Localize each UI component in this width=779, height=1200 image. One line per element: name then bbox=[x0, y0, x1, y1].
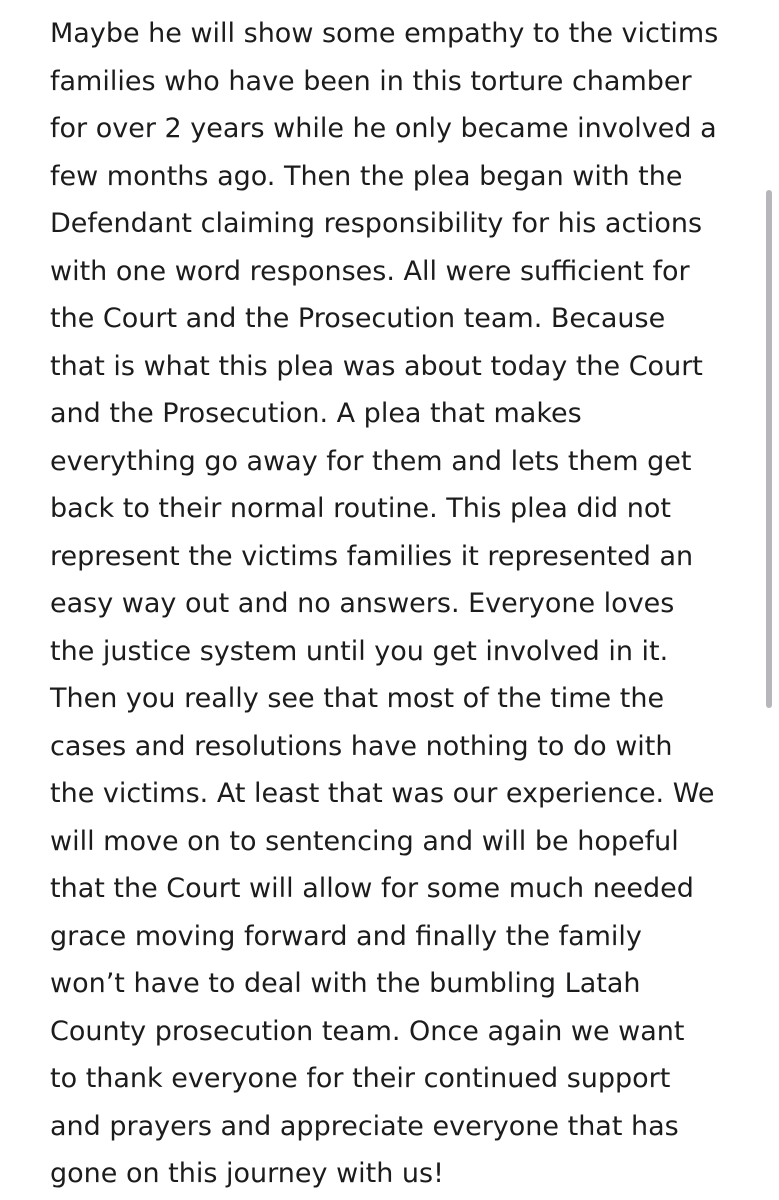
note-line: and the Prosecution. A plea that makes bbox=[50, 398, 582, 429]
note-line: County prosecution team. Once again we want bbox=[50, 1015, 685, 1047]
vertical-scrollbar[interactable] bbox=[766, 190, 772, 708]
note-line: to thank everyone for their continued support bbox=[50, 1063, 671, 1094]
note-line: with one word responses. All were sufficient for bbox=[50, 255, 690, 287]
note-line: won’t have to deal with the bumbling Latah bbox=[50, 968, 641, 999]
note-line: the victims. At least that was our experience. We bbox=[50, 778, 715, 809]
note-line: represent the victims families it represented an bbox=[50, 540, 694, 572]
note-line: grace moving forward and finally the family bbox=[50, 920, 642, 952]
note-line: Defendant claiming responsibility for his actions bbox=[50, 208, 703, 239]
note-line: easy way out and no answers. Everyone loves bbox=[50, 588, 675, 619]
note-line: few months ago. Then the plea began with the bbox=[50, 160, 683, 192]
note-line: for over 2 years while he only became involved a bbox=[50, 113, 717, 144]
note-line: families who have been in this torture chamber bbox=[50, 65, 692, 97]
note-line: that is what this plea was about today the Court bbox=[50, 350, 703, 382]
note-line: back to their normal routine. This plea did not bbox=[50, 493, 671, 524]
note-line: that the Court will allow for some much needed bbox=[50, 873, 694, 904]
note-line: gone on this journey with us! bbox=[50, 1158, 444, 1189]
note-line: the justice system until you get involved in it. bbox=[50, 635, 669, 667]
note-line: and prayers and appreciate everyone that has bbox=[50, 1110, 679, 1142]
note-line: everything go away for them and lets them get bbox=[50, 445, 692, 477]
note-line: Then you really see that most of the time the bbox=[50, 683, 665, 714]
note-body[interactable] bbox=[50, 10, 740, 1198]
note-line: will move on to sentencing and will be hopeful bbox=[50, 825, 679, 857]
note-line: the Court and the Prosecution team. Because bbox=[50, 303, 666, 334]
note-line: cases and resolutions have nothing to do with bbox=[50, 730, 673, 762]
note-line: Maybe he will show some empathy to the victims bbox=[50, 18, 719, 49]
